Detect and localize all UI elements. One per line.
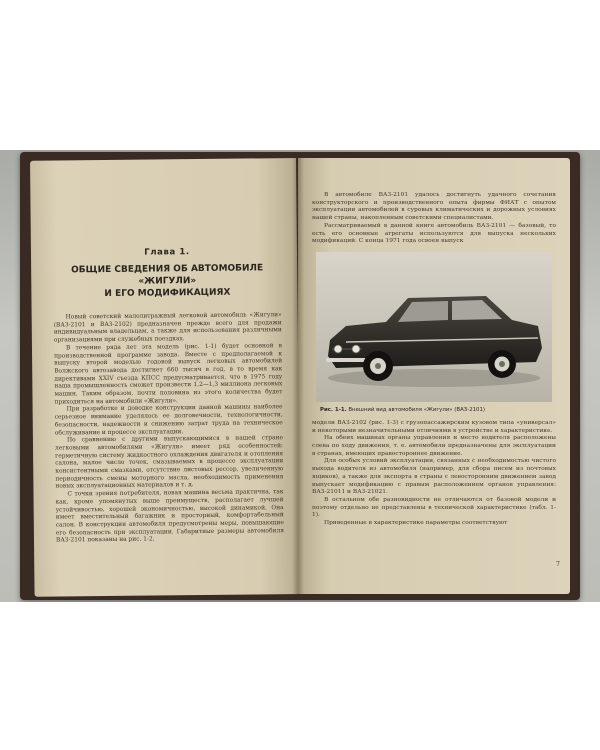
car-illustration <box>316 252 552 402</box>
left-paragraph: В течение ряда лет эта модель (рис. 1-1) будет основной в производственной программе завода. Вместе с предполагаемой к выпуску второй моделью годовой выпуск легковых автомобилей Волжского автозавода достигнет 660 тысяч в год, в то время как директивами XXIV съезда КПСС предусматривается, что в 1975 году наша промышленность сможет произвести 1,2—1,3 миллиона легковых машин. Таким образом, почти половина из этого количества будет приходиться на автомобили «Жигули». <box>54 342 283 406</box>
figure-caption-label: Рис. 1-1. <box>320 406 347 413</box>
photo-backdrop <box>0 150 600 602</box>
right-paragraph: На обеих машинах органы управления и место водителя расположены слева по ходу движения, т. е. автомобили предназначены для эксплуатации в странах, имеющих правостороннее движение. <box>312 435 556 457</box>
right-paragraph: модели ВАЗ-2102 (рис. 1-3) с грузопассажирским кузовом типа «универсал» и некоторыми незначительными отличиями в устройстве и характеристике. <box>312 419 556 434</box>
open-book <box>30 158 570 594</box>
page-number: 7 <box>556 561 560 568</box>
right-paragraph: Приведенные в характеристике параметры соответствуют <box>324 520 508 527</box>
right-intro-paragraph: Рассматриваемый в данной книге автомобиль ВАЗ-2101 — базовый, то есть его основные агрегаты используются для выпуска нескольких модификаций. С конца 1971 года освоен выпуск <box>312 222 556 245</box>
right-paragraph: Для особых условий эксплуатации, связанных с необходимостью чистого выхода водителя из автомобиля (например, для сбора писем из почтовых ящиков), а также для экспорта в страны с левосторонним движением завод выпускает модификацию с правым расположением органов управления: ВАЗ-21011 и ВАЗ-21021. <box>312 458 556 496</box>
chapter-heading <box>53 262 281 300</box>
car-photo-figure <box>316 252 552 402</box>
chapter-label: Глава 1. <box>144 247 190 258</box>
left-page <box>30 158 301 597</box>
left-paragraph: С точки зрения потребителя, новая машина весьма практична, так как, кроме упомянутых выше преимуществ, располагает лучшей устойчивостью, хорошей экономичностью, высокой динамикой. Она имеет вместительный багажник и просторный, комфортабельный салон. В конструкции автомобиля предусмотрены меры, повышающие его безопасность при эксплуатации. Габаритные размеры автомобиля ВАЗ-2101 показаны на рис. 1-2. <box>55 489 284 544</box>
right-page <box>298 158 570 594</box>
left-paragraph: По сравнению с другими выпускающимися в нашей стране легковыми автомобилями «Жигули» имеет ряд особенностей: герметичную систему жидкостного охлаждения двигателя и отопления салона, малое число точек, смазываемых в процессе эксплуатации консистентными смазками, отсутствие листовых рессор, увеличенную периодичность смены моторного масла, необходимость применения новых эксплуатационных материалов и т. д. <box>54 435 284 491</box>
right-paragraph: В остальном обе разновидности не отличаются от базовой модели и поэтому отдельно не представлены в технической характеристике (табл. 1-1). <box>312 496 556 519</box>
right-intro-paragraph: В автомобиле ВАЗ-2101 удалось достигнуть удачного сочетания конструкторского и производственного опыта фирмы ФИАТ с опытом эксплуатации автомобилей в суровых климатических и дорожных условиях нашей страны, накопленным советскими специалистами. <box>312 192 556 222</box>
left-paragraph: Новый советский малолитражный легковой автомобиль «Жигули» (ВАЗ-2101 и ВАЗ-2102) предназначен прежде всего для продажи индивидуальным владельцам, а также для использования различными организациями при служебных поездках. <box>53 312 282 344</box>
figure-caption <box>320 407 556 414</box>
left-paragraph: При разработке и доводке конструкции данной машины наиболее серьезное внимание уделялось ее долговечности, технологичности, безопасности, надежности и снижению затрат труда на техническое обслуживание и процессе эксплуатации. <box>54 404 283 437</box>
chapter-heading-line-2: И ЕГО МОДИФИКАЦИЯХ <box>104 287 231 300</box>
chapter-heading-line-1: ОБЩИЕ СВЕДЕНИЯ ОБ АВТОМОБИЛЕ «ЖИГУЛИ» <box>71 263 264 287</box>
figure-caption-text: Внешний вид автомобиля «Жигули» (ВАЗ-2101) <box>348 406 486 413</box>
